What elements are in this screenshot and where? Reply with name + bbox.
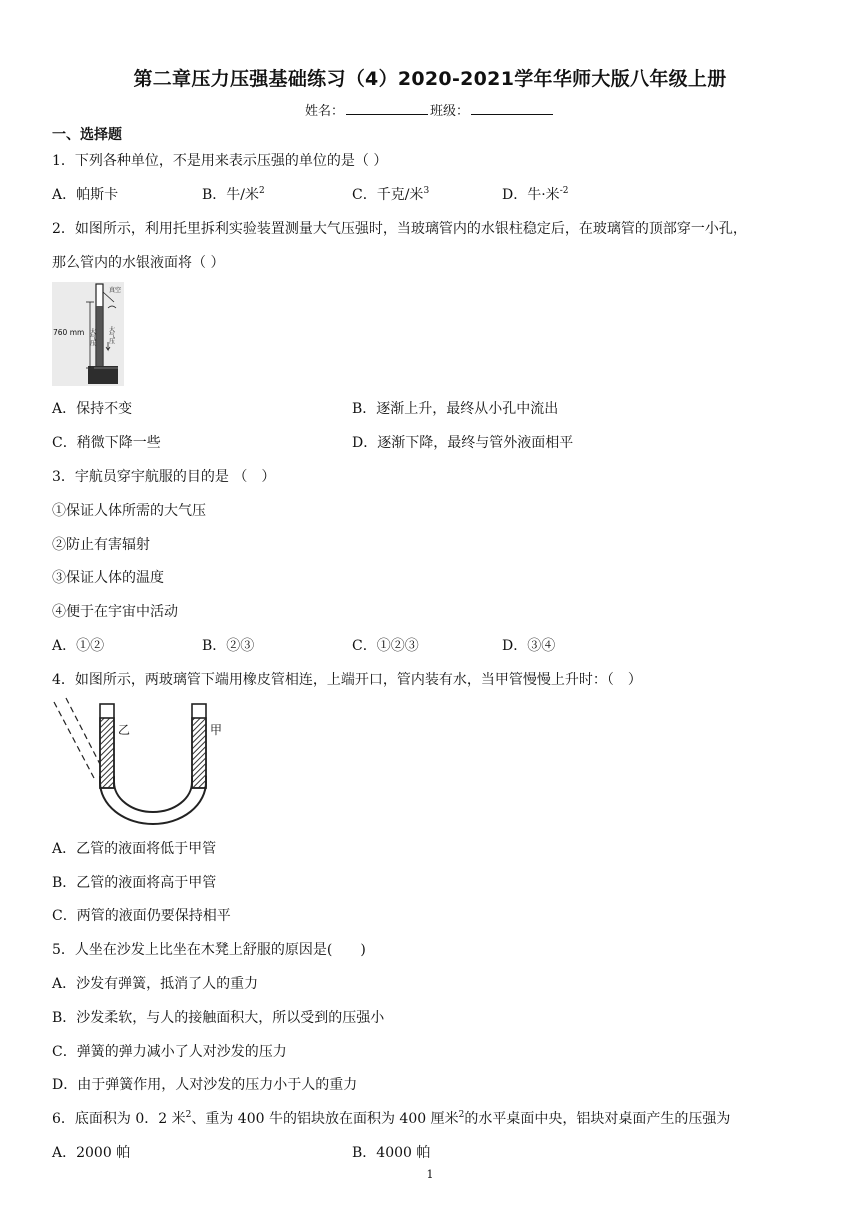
q1-option-b: B．牛/米$^2$ bbox=[202, 186, 265, 203]
yi-label: 乙 bbox=[118, 723, 131, 737]
q3-option-d: D．③④ bbox=[502, 638, 556, 654]
q3-option-c: C．①②③ bbox=[352, 638, 419, 654]
q3-stem: 3．宇航员穿宇航服的目的是 （ ） bbox=[52, 469, 276, 485]
q3-statement-2: ②防止有害辐射 bbox=[52, 537, 150, 553]
height-label: 760 mm bbox=[53, 328, 85, 337]
q2-option-c: C．稍微下降一些 bbox=[52, 435, 161, 451]
q3-statement-1: ①保证人体所需的大气压 bbox=[52, 503, 206, 519]
atm-label-left: 大气压 bbox=[88, 328, 96, 346]
name-blank[interactable] bbox=[346, 102, 428, 115]
q6-option-a: A．2000 帕 bbox=[52, 1145, 131, 1161]
q5-option-d: D．由于弹簧作用，人对沙发的压力小于人的重力 bbox=[52, 1077, 358, 1093]
q4-option-a: A．乙管的液面将低于甲管 bbox=[52, 841, 217, 857]
q1-option-c: C．千克/米$^3$ bbox=[352, 186, 430, 203]
class-blank[interactable] bbox=[471, 102, 553, 115]
class-label: 班级： bbox=[430, 104, 470, 119]
q5-option-c: C．弹簧的弹力减小了人对沙发的压力 bbox=[52, 1044, 287, 1060]
q5-stem: 5．人坐在沙发上比坐在木凳上舒服的原因是( ) bbox=[52, 942, 366, 958]
name-label: 姓名： bbox=[304, 104, 344, 119]
q2-stem-line2: 那么管内的水银液面将（ ） bbox=[52, 255, 225, 271]
q3-statement-3: ③保证人体的温度 bbox=[52, 570, 164, 586]
q3-option-b: B．②③ bbox=[202, 638, 255, 654]
torricelli-figure bbox=[52, 282, 124, 386]
q1-option-a: A．帕斯卡 bbox=[52, 187, 119, 203]
q4-option-c: C．两管的液面仍要保持相平 bbox=[52, 908, 231, 924]
section-heading: 一、选择题 bbox=[52, 127, 122, 143]
q2-option-a: A．保持不变 bbox=[52, 401, 133, 417]
atm-label-right: 大气压 bbox=[107, 326, 115, 344]
q1-stem: 1．下列各种单位，不是用来表示压强的单位的是（ ） bbox=[52, 153, 388, 169]
q4-stem: 4．如图所示，两玻璃管下端用橡皮管相连，上端开口，管内装有水，当甲管慢慢上升时：（ ） bbox=[52, 672, 642, 688]
q3-option-a: A．①② bbox=[52, 638, 105, 654]
q6-option-b: B．4000 帕 bbox=[352, 1145, 431, 1161]
document-title: 第二章压力压强基础练习（4）2020-2021学年华师大版八年级上册 bbox=[133, 68, 727, 90]
q5-option-a: A．沙发有弹簧，抵消了人的重力 bbox=[52, 976, 259, 992]
jia-label: 甲 bbox=[210, 723, 223, 737]
page-number: 1 bbox=[426, 1168, 434, 1181]
name-class-line bbox=[0, 100, 860, 119]
q2-option-d: D．逐渐下降，最终与管外液面相平 bbox=[352, 435, 574, 451]
q5-option-b: B．沙发柔软，与人的接触面积大，所以受到的压强小 bbox=[52, 1010, 385, 1026]
q4-option-b: B．乙管的液面将高于甲管 bbox=[52, 875, 217, 891]
q1-option-d: D．牛·米$^{-2}$ bbox=[502, 186, 569, 203]
q2-option-b: B．逐渐上升，最终从小孔中流出 bbox=[352, 401, 559, 417]
q2-stem-line1: 2．如图所示，利用托里拆利实验装置测量大气压强时，当玻璃管内的水银柱稳定后，在玻璃管的顶部穿一小孔， bbox=[52, 221, 747, 237]
q6-stem: 6．底面积为 0．2 米$^2$、重为 400 牛的铝块放在面积为 400 厘米$^2$的水平桌面中央，铝块对桌面产生的压强为 bbox=[52, 1110, 731, 1127]
u-tube-figure bbox=[52, 696, 228, 830]
q3-statement-4: ④便于在宇宙中活动 bbox=[52, 604, 178, 620]
vacuum-label: 真空 bbox=[109, 287, 122, 294]
